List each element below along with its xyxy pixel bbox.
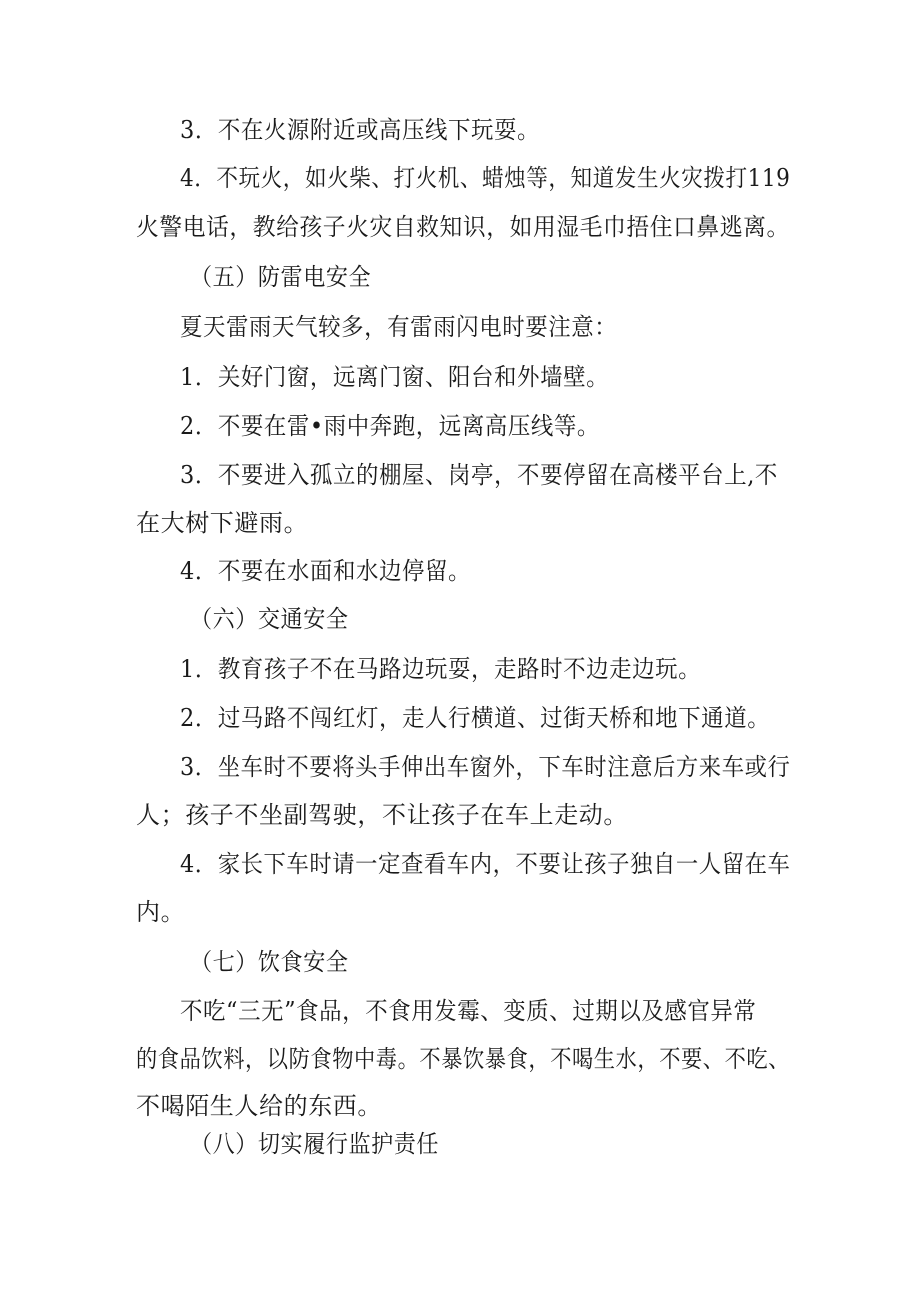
paragraph-line: 3．不要进入孤立的棚屋、岗亭，不要停留在高楼平台上,不 xyxy=(180,461,778,489)
paragraph-line: 3．坐车时不要将头手伸出车窗外，下车时注意后方来车或行 xyxy=(180,753,791,781)
paragraph-line: 4．不玩火，如火柴、打火机、蜡烛等，知道发生火灾拨打119 xyxy=(180,164,791,192)
paragraph-line: 3．不在火源附近或高压线下玩耍。 xyxy=(180,116,541,144)
paragraph-line: 1．教育孩子不在马路边玩耍，走路时不边走边玩。 xyxy=(180,655,702,683)
paragraph-line: 4．不要在水面和水边停留。 xyxy=(180,557,472,585)
section-heading: （八）切实履行监护责任 xyxy=(190,1130,440,1158)
section-heading: （六）交通安全 xyxy=(190,605,349,633)
paragraph-line: 内。 xyxy=(136,898,186,926)
paragraph-line: 2．过马路不闯红灯，走人行横道、过街天桥和地下通道。 xyxy=(180,704,771,732)
paragraph-line: 的食品饮料，以防食物中毒。不暴饮暴食，不喝生水，不要、不吃、 xyxy=(136,1045,790,1073)
paragraph-line: 人；孩子不坐副驾驶，不让孩子在车上走动。 xyxy=(136,801,628,829)
section-heading: （七）饮食安全 xyxy=(190,948,349,976)
paragraph-line: 火警电话，教给孩子火灾自救知识，如用湿毛巾捂住口鼻逃离。 xyxy=(136,213,790,241)
paragraph-line: 在大树下避雨。 xyxy=(136,509,309,537)
paragraph-line: 不喝陌生人给的东西。 xyxy=(136,1092,382,1120)
paragraph-line: 1．关好门窗，远离门窗、阳台和外墙壁。 xyxy=(180,363,610,391)
paragraph-line: 夏天雷雨天气较多，有雷雨闪电时要注意： xyxy=(180,313,618,341)
paragraph-line: 4．家长下车时请一定查看车内，不要让孩子独自一人留在车 xyxy=(180,850,791,878)
paragraph-line: 不吃“三无”食品，不食用发霉、变质、过期以及感官异常 xyxy=(180,997,757,1025)
section-heading: （五）防雷电安全 xyxy=(190,263,372,291)
paragraph-line: 2．不要在雷•雨中奔跑，远离高压线等。 xyxy=(180,412,600,440)
